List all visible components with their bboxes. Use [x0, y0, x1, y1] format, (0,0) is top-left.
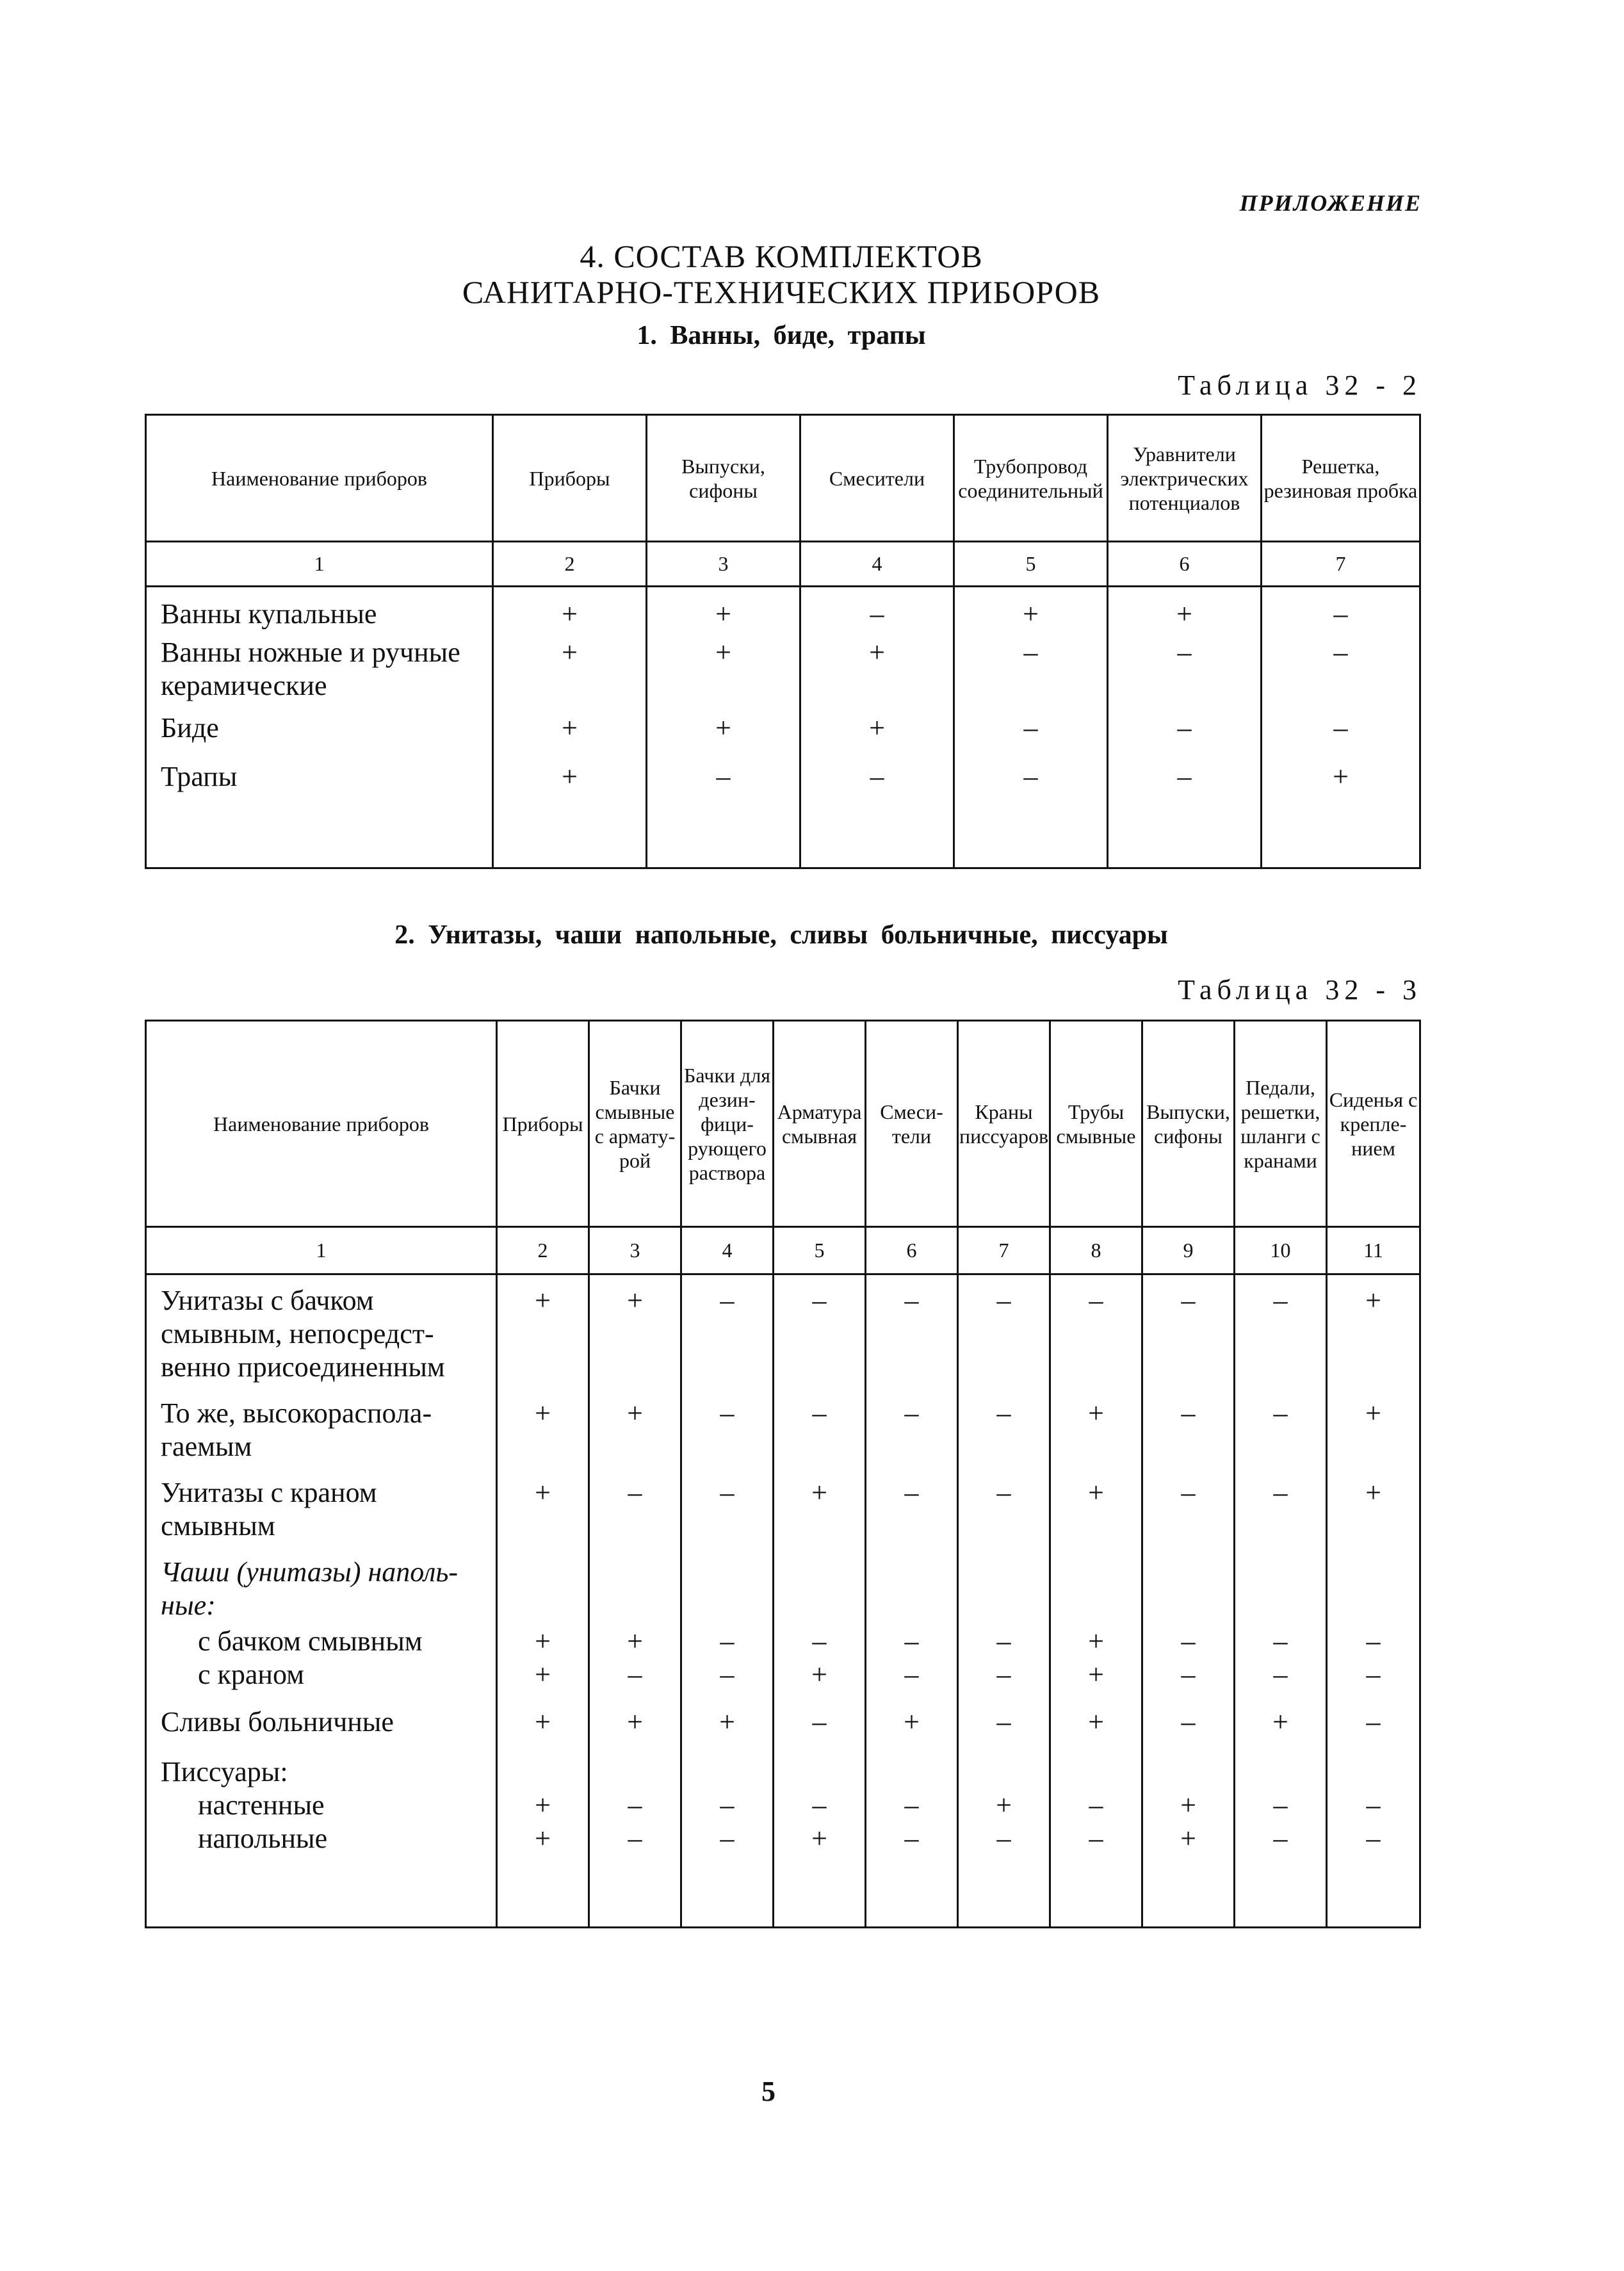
table-cell: –: [996, 1397, 1011, 1429]
row-group-name: Писсуары:: [161, 1756, 288, 1787]
table-cell: –: [1023, 761, 1038, 792]
column-number: 4: [681, 1227, 774, 1274]
document-title-line-2: САНИТАРНО-ТЕХНИЧЕСКИХ ПРИБОРОВ: [462, 274, 1101, 310]
table-cell: –: [720, 1625, 735, 1657]
table-cell: –: [996, 1477, 1011, 1508]
table-cell: –: [1273, 1659, 1288, 1690]
column-number: 1: [146, 542, 493, 587]
column-number: 11: [1327, 1227, 1420, 1274]
table-cell: –: [996, 1285, 1011, 1316]
table-cell: +: [715, 637, 731, 668]
table-cell: –: [1366, 1706, 1381, 1738]
table-cell: +: [811, 1477, 827, 1508]
header-cell: Бачки для дезинфицирующего раствора: [681, 1021, 774, 1227]
table-cell: –: [1333, 637, 1348, 668]
table-cell: +: [627, 1285, 643, 1316]
value-column: [958, 1274, 1050, 1928]
header-cell: Смесители: [866, 1021, 958, 1227]
table-cell: +: [1365, 1285, 1381, 1316]
table-cell: –: [1181, 1285, 1196, 1316]
table-cell: –: [1273, 1397, 1288, 1429]
column-number: 7: [958, 1227, 1050, 1274]
table-cell: +: [1333, 761, 1349, 792]
table-cell: +: [1088, 1659, 1104, 1690]
table-cell: –: [1177, 637, 1192, 668]
table-cell: +: [1365, 1477, 1381, 1508]
column-number: 6: [1108, 542, 1262, 587]
table-cell: +: [1180, 1823, 1196, 1854]
table-cell: –: [1089, 1823, 1103, 1854]
table-cell: –: [1181, 1397, 1196, 1429]
table-cell: –: [1366, 1625, 1381, 1657]
column-number: 3: [647, 542, 800, 587]
section-1-heading: 1. Ванны, биде, трапы: [637, 321, 926, 350]
table-cell: +: [1023, 598, 1039, 630]
table-cell: +: [535, 1659, 551, 1690]
table-32-3: [145, 1020, 1421, 1928]
table-cell: +: [562, 712, 578, 744]
table-cell: –: [904, 1477, 919, 1508]
column-number: 2: [493, 542, 647, 587]
table-cell: –: [1181, 1625, 1196, 1657]
value-column: [647, 587, 800, 868]
table-cell: –: [628, 1477, 642, 1508]
header-cell: Приборы: [493, 415, 647, 542]
header-cell: Трубопровод соединительный: [954, 415, 1108, 542]
table-cell: –: [904, 1625, 919, 1657]
table-cell: +: [562, 598, 578, 630]
header-cell: Выпуски, сифоны: [1142, 1021, 1235, 1227]
table-cell: +: [719, 1706, 735, 1738]
table-cell: –: [720, 1397, 735, 1429]
header-cell: Решетка, резиновая пробка: [1262, 415, 1420, 542]
table-cell: +: [715, 598, 731, 630]
table-32-2-label: Таблица 32 - 2: [1178, 370, 1422, 401]
header-cell: Наименование приборов: [146, 415, 493, 542]
row-name: То же, высокорасполагаемым: [161, 1397, 432, 1462]
table-cell: –: [812, 1789, 827, 1821]
table-cell: +: [1088, 1397, 1104, 1429]
header-cell: Наименование приборов: [146, 1021, 497, 1227]
appendix-label: ПРИЛОЖЕНИЕ: [1239, 190, 1422, 216]
table-cell: +: [811, 1823, 827, 1854]
value-column: [497, 1274, 589, 1928]
value-column: [589, 1274, 681, 1928]
value-column: [1050, 1274, 1142, 1928]
header-cell: Уравнители электрических потенциалов: [1108, 415, 1262, 542]
table-cell: –: [1181, 1659, 1196, 1690]
column-number: 7: [1262, 542, 1420, 587]
value-column: [800, 587, 954, 868]
table-cell: –: [1089, 1789, 1103, 1821]
table-cell: +: [1088, 1477, 1104, 1508]
table-cell: –: [1023, 712, 1038, 744]
table-cell: +: [535, 1477, 551, 1508]
table-cell: +: [562, 761, 578, 792]
row-name: Сливы больничные: [161, 1706, 394, 1738]
name-column: [146, 587, 493, 868]
table-cell: +: [869, 637, 885, 668]
page-number: 5: [761, 2076, 775, 2107]
table-cell: +: [869, 712, 885, 744]
table-cell: –: [996, 1706, 1011, 1738]
table-cell: –: [720, 1477, 735, 1508]
row-group-name: Чаши (унитазы) напольные:: [161, 1556, 459, 1621]
table-cell: –: [812, 1706, 827, 1738]
table-cell: +: [535, 1625, 551, 1657]
table-cell: –: [1177, 712, 1192, 744]
table-cell: –: [1366, 1659, 1381, 1690]
column-number: 5: [954, 542, 1108, 587]
table-cell: +: [535, 1285, 551, 1316]
table-cell: –: [628, 1659, 642, 1690]
table-cell: –: [1181, 1477, 1196, 1508]
table-cell: –: [904, 1285, 919, 1316]
row-name: Ванны купальные: [161, 598, 377, 630]
table-cell: –: [904, 1659, 919, 1690]
table-cell: –: [628, 1789, 642, 1821]
row-name: Ванны ножные и ручные керамические: [161, 637, 460, 701]
table-cell: +: [535, 1397, 551, 1429]
table-cell: –: [1023, 637, 1038, 668]
table-cell: +: [535, 1789, 551, 1821]
table-cell: –: [720, 1789, 735, 1821]
table-cell: –: [812, 1625, 827, 1657]
table-cell: –: [1366, 1823, 1381, 1854]
column-number: 2: [497, 1227, 589, 1274]
table-cell: +: [996, 1789, 1012, 1821]
column-number: 5: [774, 1227, 866, 1274]
table-cell: –: [904, 1397, 919, 1429]
column-number: 4: [800, 542, 954, 587]
name-column: [146, 1274, 497, 1928]
table-cell: +: [627, 1397, 643, 1429]
table-cell: +: [535, 1823, 551, 1854]
value-column: [681, 1274, 774, 1928]
table-32-3-label: Таблица 32 - 3: [1178, 974, 1422, 1005]
value-column: [1142, 1274, 1235, 1928]
section-2-heading: 2. Унитазы, чаши напольные, сливы больничные, писсуары: [394, 920, 1168, 950]
table-cell: +: [627, 1706, 643, 1738]
table-cell: +: [1365, 1397, 1381, 1429]
table-cell: –: [1273, 1477, 1288, 1508]
column-number: 3: [589, 1227, 681, 1274]
value-column: [1108, 587, 1262, 868]
table-cell: –: [1273, 1789, 1288, 1821]
table-cell: –: [720, 1285, 735, 1316]
row-name: с бачком смывным: [198, 1625, 423, 1657]
value-column: [493, 587, 647, 868]
header-cell: Арматура смывная: [774, 1021, 866, 1227]
table-cell: –: [904, 1789, 919, 1821]
column-number: 6: [866, 1227, 958, 1274]
table-cell: –: [870, 598, 884, 630]
document-title-line-1: 4. СОСТАВ КОМПЛЕКТОВ: [580, 238, 983, 274]
row-name: Трапы: [161, 761, 238, 792]
table-cell: –: [1089, 1285, 1103, 1316]
table-cell: +: [627, 1625, 643, 1657]
table-cell: –: [996, 1659, 1011, 1690]
header-cell: Смесители: [800, 415, 954, 542]
table-cell: +: [1088, 1706, 1104, 1738]
column-number: 1: [146, 1227, 497, 1274]
table-32-2: [145, 414, 1421, 869]
table-cell: +: [562, 637, 578, 668]
header-cell: Выпуски, сифоны: [647, 415, 800, 542]
value-column: [1327, 1274, 1420, 1928]
table-cell: +: [811, 1659, 827, 1690]
table-cell: –: [1181, 1706, 1196, 1738]
table-cell: –: [996, 1625, 1011, 1657]
table-cell: –: [720, 1823, 735, 1854]
header-cell: Бачки смывные с арматурой: [589, 1021, 681, 1227]
table-cell: –: [628, 1823, 642, 1854]
table-cell: –: [1333, 712, 1348, 744]
row-name: Биде: [161, 712, 219, 744]
table-cell: –: [812, 1285, 827, 1316]
row-name: с краном: [198, 1659, 304, 1690]
table-cell: –: [812, 1397, 827, 1429]
column-number: 10: [1235, 1227, 1327, 1274]
table-cell: –: [996, 1823, 1011, 1854]
header-cell: Трубы смывные: [1050, 1021, 1142, 1227]
header-cell: Краны писсуаров: [958, 1021, 1050, 1227]
table-cell: –: [870, 761, 884, 792]
table-cell: –: [716, 761, 731, 792]
header-cell: Педали, решетки, шланги с кранами: [1235, 1021, 1327, 1227]
header-cell: Приборы: [497, 1021, 589, 1227]
table-cell: +: [1088, 1625, 1104, 1657]
table-cell: –: [904, 1823, 919, 1854]
table-cell: +: [1272, 1706, 1288, 1738]
table-cell: +: [535, 1706, 551, 1738]
table-cell: –: [1177, 761, 1192, 792]
value-column: [954, 587, 1108, 868]
column-number: 9: [1142, 1227, 1235, 1274]
table-cell: –: [1366, 1789, 1381, 1821]
row-name: Унитазы с краном смывным: [161, 1477, 377, 1542]
table-cell: –: [1333, 598, 1348, 630]
table-cell: +: [1180, 1789, 1196, 1821]
header-cell: Сиденья с креплением: [1327, 1021, 1420, 1227]
value-column: [774, 1274, 866, 1928]
column-number: 8: [1050, 1227, 1142, 1274]
table-cell: –: [1273, 1823, 1288, 1854]
table-cell: –: [1273, 1625, 1288, 1657]
row-name: напольные: [198, 1823, 328, 1854]
value-column: [1235, 1274, 1327, 1928]
table-cell: +: [1176, 598, 1192, 630]
table-cell: –: [720, 1659, 735, 1690]
value-column: [866, 1274, 958, 1928]
table-cell: +: [904, 1706, 920, 1738]
table-cell: +: [715, 712, 731, 744]
table-cell: –: [1273, 1285, 1288, 1316]
row-name: настенные: [198, 1789, 325, 1821]
value-column: [1262, 587, 1420, 868]
row-name: Унитазы с бачком смывным, непосредственно присоединенным: [161, 1285, 445, 1383]
